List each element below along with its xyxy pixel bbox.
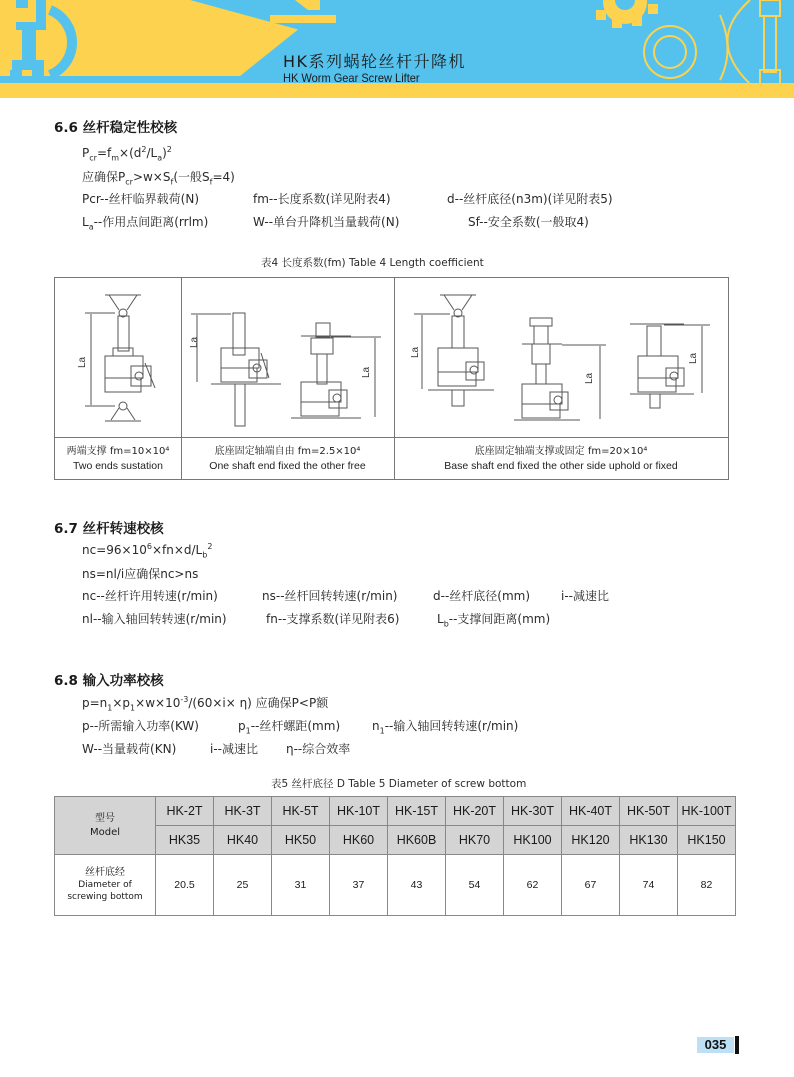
model-hk-cell: HK60	[330, 826, 388, 855]
definition-pcr: Pcr--丝杆临界载荷(N)	[82, 192, 200, 206]
la-label: La	[584, 372, 595, 384]
jack-diagram-one-end-free	[181, 278, 394, 437]
banner-title: HK系列蜗轮丝杆升降机	[283, 52, 467, 71]
la-label: La	[189, 336, 200, 348]
diameter-label-cell: 丝杆底经 Diameter of screwing bottom	[55, 855, 156, 916]
screw-diameter-table	[54, 796, 736, 916]
diameter-cell: 67	[562, 855, 620, 916]
model-hk-cell: HK50	[272, 826, 330, 855]
model-t-cell: HK-5T	[272, 797, 330, 826]
definition-d: d--丝杆底径(n3m)(详见附表5)	[447, 192, 613, 206]
model-t-cell: HK-100T	[678, 797, 736, 826]
definition-nl: nl--输入轴回转转速(r/min)	[82, 612, 227, 626]
table4-col-base-fixed	[394, 278, 728, 479]
diameter-cell: 31	[272, 855, 330, 916]
model-hk-cell: HK70	[446, 826, 504, 855]
definition-p: p--所需输入功率(KW)	[82, 719, 199, 733]
diameter-cell: 20.5	[156, 855, 214, 916]
formula-condition: 应确保$P_{cr}>w\times S_f$(一般$S_f=4$)	[82, 170, 235, 187]
definition-lb: $L_b--$支撑间距离(mm)	[437, 612, 551, 629]
definition-sf: Sf--安全系数(一般取4)	[468, 215, 589, 229]
definition-n1: $n_1--$输入轴回转转速(r/min)	[372, 719, 519, 736]
definition-p1: $p_1--$丝杆螺距(mm)	[238, 719, 341, 736]
section-6-6-heading: 6.6 丝杆稳定性校核	[54, 120, 178, 136]
model-hk-cell: HK120	[562, 826, 620, 855]
length-coefficient-table	[54, 277, 729, 480]
model-t-cell: HK-10T	[330, 797, 388, 826]
model-t-cell: HK-30T	[504, 797, 562, 826]
table4-col-two-ends	[55, 278, 182, 479]
definition-w: W--单台升降机当量载荷(N)	[253, 215, 400, 229]
table4-label-two-ends: 两端支撑 fm=10×10⁴ Two ends sustation	[66, 446, 170, 472]
model-t-cell: HK-20T	[446, 797, 504, 826]
formula-ns: ns=nl/i应确保nc>ns	[82, 567, 199, 581]
definition-d: d--丝杆底径(mm)	[433, 589, 531, 603]
definition-fn: fn--支撑系数(详见附表6)	[266, 612, 400, 626]
diameter-cell: 43	[388, 855, 446, 916]
diameter-cell: 54	[446, 855, 504, 916]
formula-nc: $nc=96\times 10^6\times fn\times d/L_b^2$	[82, 542, 213, 560]
page-number-bar	[735, 1036, 739, 1054]
table-row	[55, 855, 736, 916]
diameter-cell: 62	[504, 855, 562, 916]
section-6-7-heading: 6.7 丝杆转速校核	[54, 521, 164, 537]
model-t-cell: HK-2T	[156, 797, 214, 826]
table4-col-one-end-free	[181, 278, 395, 479]
table-row	[55, 797, 736, 826]
model-hk-cell: HK40	[214, 826, 272, 855]
definition-i: i--减速比	[210, 742, 258, 756]
jack-diagram-base-fixed	[394, 278, 728, 437]
diameter-cell: 82	[678, 855, 736, 916]
banner-subtitle: HK Worm Gear Screw Lifter	[283, 71, 420, 85]
table4-label-base-fixed: 底座固定轴端支撑或固定 fm=20×10⁴ Base shaft end fixed the other side uphold or fixed	[444, 446, 678, 472]
la-label: La	[77, 356, 88, 368]
table-row	[55, 826, 736, 855]
la-label: La	[410, 346, 421, 358]
model-t-cell: HK-15T	[388, 797, 446, 826]
definition-la: $L_a--$作用点间距离(rrlm)	[82, 215, 209, 232]
definition-nc: nc--丝杆许用转速(r/min)	[82, 589, 218, 603]
model-t-cell: HK-50T	[620, 797, 678, 826]
model-t-cell: HK-3T	[214, 797, 272, 826]
header-banner	[0, 0, 794, 98]
section-6-8-heading: 6.8 输入功率校核	[54, 673, 164, 689]
diameter-cell: 37	[330, 855, 388, 916]
formula-pcr: $P_{cr}=f_m\times(d^2/L_a)^2$	[82, 145, 172, 163]
la-label: La	[361, 366, 372, 378]
table4-caption: 表4 长度系数(fm) Table 4 Length coefficient	[261, 257, 484, 269]
table4-label-one-end-free: 底座固定轴端自由 fm=2.5×10⁴ One shaft end fixed the other free	[209, 446, 366, 472]
definition-eta: η--综合效率	[286, 742, 351, 756]
table5-caption: 表5 丝杆底径 D Table 5 Diameter of screw bottom	[271, 778, 527, 790]
diameter-cell: 25	[214, 855, 272, 916]
definition-ns: ns--丝杆回转转速(r/min)	[262, 589, 398, 603]
definition-w: W--当量载荷(KN)	[82, 742, 177, 756]
model-hk-cell: HK35	[156, 826, 214, 855]
model-hk-cell: HK60B	[388, 826, 446, 855]
la-label: La	[688, 352, 699, 364]
model-hk-cell: HK100	[504, 826, 562, 855]
definition-fm: fm--长度系数(详见附表4)	[253, 192, 391, 206]
model-header-cell: 型号 Model	[55, 797, 156, 855]
model-t-cell: HK-40T	[562, 797, 620, 826]
diameter-cell: 74	[620, 855, 678, 916]
jack-diagram-two-ends	[55, 278, 181, 437]
page-number: 035	[697, 1037, 734, 1053]
model-hk-cell: HK130	[620, 826, 678, 855]
model-hk-cell: HK150	[678, 826, 736, 855]
formula-power: $p=n_1\times p_1\times w\times 10^{-3}/(60\times i\times \eta)$ 应确保P<P额	[82, 695, 329, 713]
definition-i: i--减速比	[561, 589, 609, 603]
